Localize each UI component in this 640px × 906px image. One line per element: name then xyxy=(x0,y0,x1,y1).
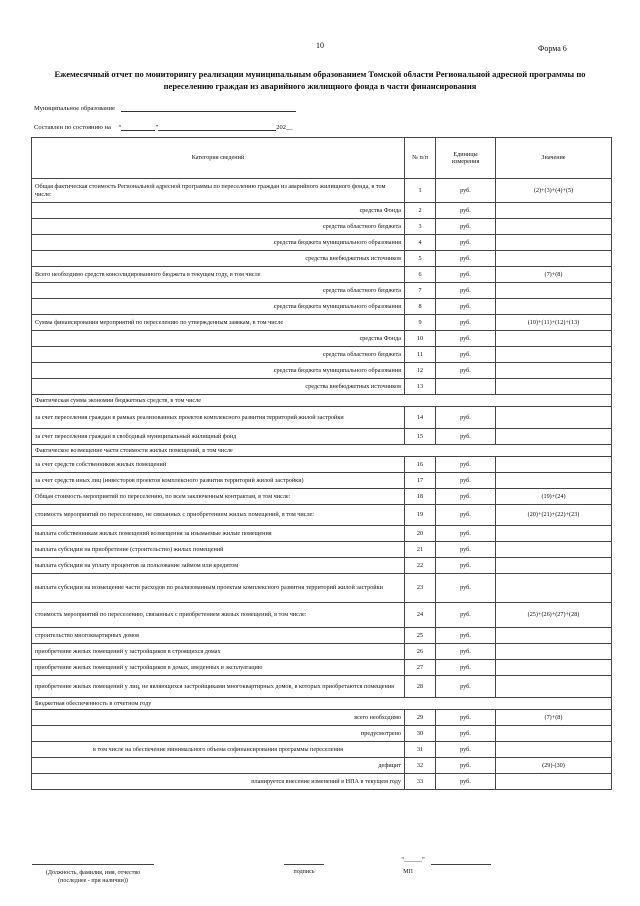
row-number-cell: 21 xyxy=(405,542,436,558)
value-cell[interactable] xyxy=(496,457,612,473)
date-open-quote: “ xyxy=(118,124,122,131)
row-number-cell: 24 xyxy=(405,603,436,628)
category-cell: Всего необходимо средств консолидированного бюджета в текущем году, в том числе xyxy=(32,267,405,283)
section-title: Фактическая сумма экономии бюджетных средств, в том числе xyxy=(32,395,612,407)
unit-cell: руб. xyxy=(436,505,496,526)
category-cell: Сумма финансирования мероприятий по переселению по утвержденным заявкам, в том числе xyxy=(32,315,405,331)
value-cell[interactable] xyxy=(496,574,612,603)
value-cell[interactable] xyxy=(496,660,612,676)
value-cell[interactable] xyxy=(496,219,612,235)
unit-cell: руб. xyxy=(436,473,496,489)
category-cell: Общая стоимость мероприятий по переселению, по всем заключенным контрактам, в том числе: xyxy=(32,489,405,505)
row-number-cell: 7 xyxy=(405,283,436,299)
stamp-caption: МП xyxy=(403,869,413,875)
value-cell[interactable] xyxy=(496,473,612,489)
unit-cell: руб. xyxy=(436,526,496,542)
value-cell[interactable]: (7)+(8) xyxy=(496,710,612,726)
unit-cell: руб. xyxy=(436,574,496,603)
date-year: 202__ xyxy=(276,124,293,131)
position-signature-line[interactable] xyxy=(32,864,154,865)
category-cell: приобретение жилых помещений у застройщиков в домах, введенных в эксплуатацию xyxy=(32,660,405,676)
unit-cell: руб. xyxy=(436,644,496,660)
row-number-cell: 1 xyxy=(405,179,436,203)
table-row xyxy=(32,710,612,726)
unit-cell: руб. xyxy=(436,660,496,676)
row-number-cell: 9 xyxy=(405,315,436,331)
category-cell: Общая фактическая стоимость Региональной адресной программы по переселению граждан из аварийного жилищного фонда, в том числе: xyxy=(32,179,405,203)
category-cell: выплата субсидии на возмещение части расходов по реализованным проектам комплексного развития территорий жилой застройки xyxy=(32,574,405,603)
value-cell[interactable]: (2)+(3)+(4)+(5) xyxy=(496,179,612,203)
value-cell[interactable] xyxy=(496,347,612,363)
unit-cell: руб. xyxy=(436,758,496,774)
category-cell: средства внебюджетных источников xyxy=(32,251,405,267)
table-body xyxy=(32,179,612,790)
table-row xyxy=(32,489,612,505)
row-number-cell: 28 xyxy=(405,676,436,698)
value-cell[interactable] xyxy=(496,676,612,698)
value-cell[interactable] xyxy=(496,299,612,315)
row-number-cell: 12 xyxy=(405,363,436,379)
date-month-field[interactable] xyxy=(158,123,276,131)
header-num: № п/п xyxy=(405,138,436,179)
page-number: 10 xyxy=(316,41,324,50)
table-row xyxy=(32,203,612,219)
row-number-cell: 3 xyxy=(405,219,436,235)
table-row xyxy=(32,758,612,774)
table-row xyxy=(32,429,612,445)
row-number-cell: 31 xyxy=(405,742,436,758)
date-quotes: “______” xyxy=(401,857,425,863)
category-cell: в том числе на обеспечение минимального объема софинансирования программы переселения xyxy=(32,742,405,758)
value-cell[interactable] xyxy=(496,542,612,558)
table-row xyxy=(32,558,612,574)
value-cell[interactable] xyxy=(496,558,612,574)
unit-cell: руб. xyxy=(436,603,496,628)
row-number-cell: 18 xyxy=(405,489,436,505)
value-cell[interactable]: (29)-(30) xyxy=(496,758,612,774)
value-cell[interactable] xyxy=(496,363,612,379)
value-cell[interactable]: (19)+(24) xyxy=(496,489,612,505)
unit-cell: руб. xyxy=(436,489,496,505)
row-number-cell: 2 xyxy=(405,203,436,219)
row-number-cell: 8 xyxy=(405,299,436,315)
value-cell[interactable] xyxy=(496,235,612,251)
table-row xyxy=(32,676,612,698)
table-row xyxy=(32,219,612,235)
table-header-row xyxy=(32,138,612,179)
row-number-cell: 25 xyxy=(405,628,436,644)
position-caption: (Должность, фамилия, имя, отчество (последнее - при наличии)) xyxy=(45,870,141,884)
row-number-cell: 27 xyxy=(405,660,436,676)
row-number-cell: 4 xyxy=(405,235,436,251)
table-row xyxy=(32,603,612,628)
unit-cell: руб. xyxy=(436,774,496,790)
table-row xyxy=(32,315,612,331)
unit-cell: руб. xyxy=(436,315,496,331)
value-cell[interactable] xyxy=(496,429,612,445)
unit-cell: руб. xyxy=(436,742,496,758)
value-cell[interactable]: (7)+(8) xyxy=(496,267,612,283)
date-line xyxy=(34,123,293,131)
category-cell: средства Фонда xyxy=(32,331,405,347)
unit-cell: руб. xyxy=(436,429,496,445)
table-row xyxy=(32,505,612,526)
table-row xyxy=(32,179,612,203)
table-row xyxy=(32,574,612,603)
value-cell[interactable] xyxy=(496,742,612,758)
category-cell: стоимость мероприятий по переселению, связанных с приобретением жилых помещений, в том числе: xyxy=(32,603,405,628)
value-cell[interactable] xyxy=(496,774,612,790)
category-cell: планируется внесение изменений в НПА в текущем году xyxy=(32,774,405,790)
unit-cell: руб. xyxy=(436,363,496,379)
signature-line[interactable] xyxy=(284,864,324,865)
table-row xyxy=(32,473,612,489)
table-row xyxy=(32,542,612,558)
table-row xyxy=(32,331,612,347)
category-cell: средства Фонда xyxy=(32,203,405,219)
table-row xyxy=(32,251,612,267)
category-cell: средства бюджета муниципального образования xyxy=(32,299,405,315)
category-cell: средства внебюджетных источников xyxy=(32,379,405,395)
category-cell: за счет переселения граждан в свободный муниципальный жилищный фонд xyxy=(32,429,405,445)
row-number-cell: 11 xyxy=(405,347,436,363)
table-row xyxy=(32,726,612,742)
unit-cell: руб. xyxy=(436,347,496,363)
table-row xyxy=(32,363,612,379)
category-cell: средства областного бюджета xyxy=(32,219,405,235)
section-row xyxy=(32,698,612,710)
row-number-cell: 16 xyxy=(405,457,436,473)
table-row xyxy=(32,347,612,363)
row-number-cell: 15 xyxy=(405,429,436,445)
value-cell[interactable] xyxy=(496,331,612,347)
form-label: Форма 6 xyxy=(538,44,567,53)
value-cell[interactable]: (25)+(26)+(27)+(28) xyxy=(496,603,612,628)
table-row xyxy=(32,457,612,473)
row-number-cell: 14 xyxy=(405,407,436,429)
category-cell: дефицит xyxy=(32,758,405,774)
value-cell[interactable]: (20)+(21)+(22)+(23) xyxy=(496,505,612,526)
category-cell: предусмотрено xyxy=(32,726,405,742)
category-cell: средства областного бюджета xyxy=(32,347,405,363)
row-number-cell: 23 xyxy=(405,574,436,603)
signature-caption: подпись xyxy=(293,869,315,875)
row-number-cell: 17 xyxy=(405,473,436,489)
table-row xyxy=(32,526,612,542)
value-cell[interactable] xyxy=(496,726,612,742)
table-row xyxy=(32,379,612,395)
unit-cell: руб. xyxy=(436,283,496,299)
row-number-cell: 33 xyxy=(405,774,436,790)
header-category: Категория сведений xyxy=(32,138,405,179)
row-number-cell: 19 xyxy=(405,505,436,526)
row-number-cell: 13 xyxy=(405,379,436,395)
category-cell: выплата субсидии на уплату процентов за пользование займом или кредитом xyxy=(32,558,405,574)
unit-cell: руб. xyxy=(436,179,496,203)
category-cell: средства бюджета муниципального образования xyxy=(32,235,405,251)
value-cell[interactable] xyxy=(496,283,612,299)
value-cell[interactable] xyxy=(496,644,612,660)
unit-cell: руб. xyxy=(436,299,496,315)
table-row xyxy=(32,407,612,429)
category-cell: строительство многоквартирных домов xyxy=(32,628,405,644)
category-cell: за счет средств иных лиц (инвесторов проектов комплексного развития территорий жилой застройки) xyxy=(32,473,405,489)
value-cell[interactable] xyxy=(496,628,612,644)
row-number-cell: 10 xyxy=(405,331,436,347)
unit-cell: руб. xyxy=(436,558,496,574)
unit-cell: руб. xyxy=(436,219,496,235)
section-row xyxy=(32,395,612,407)
table-row xyxy=(32,283,612,299)
table-row xyxy=(32,235,612,251)
unit-cell: руб. xyxy=(436,542,496,558)
value-cell[interactable] xyxy=(496,526,612,542)
category-cell: средства бюджета муниципального образования xyxy=(32,363,405,379)
unit-cell: руб. xyxy=(436,331,496,347)
row-number-cell: 20 xyxy=(405,526,436,542)
municipality-line xyxy=(34,104,296,112)
table-row xyxy=(32,299,612,315)
category-cell: приобретение жилых помещений у застройщиков в строящихся домах xyxy=(32,644,405,660)
category-cell: выплата субсидии на приобретение (строительство) жилых помещений xyxy=(32,542,405,558)
date-day-field[interactable] xyxy=(118,123,155,131)
unit-cell: руб. xyxy=(436,235,496,251)
unit-cell: руб. xyxy=(436,726,496,742)
date-line-bottom[interactable] xyxy=(431,864,491,865)
category-cell: за счет средств собственников жилых помещений xyxy=(32,457,405,473)
row-number-cell: 22 xyxy=(405,558,436,574)
category-cell: за счет переселения граждан в рамках реализованных проектов комплексного развития территорий жилой застройки xyxy=(32,407,405,429)
unit-cell: руб. xyxy=(436,251,496,267)
unit-cell: руб. xyxy=(436,457,496,473)
section-title: Фактическое возмещение части стоимости жилых помещений, в том числе xyxy=(32,445,612,457)
category-cell: выплата собственникам жилых помещений возмещения за изымаемые жилые помещения xyxy=(32,526,405,542)
date-prefix: Составлен по состоянию на xyxy=(34,124,111,131)
row-number-cell: 26 xyxy=(405,644,436,660)
unit-cell: руб. xyxy=(436,710,496,726)
row-number-cell: 29 xyxy=(405,710,436,726)
row-number-cell: 32 xyxy=(405,758,436,774)
value-cell[interactable] xyxy=(496,379,612,395)
value-cell[interactable]: (10)+(11)+(12)+(13) xyxy=(496,315,612,331)
unit-cell xyxy=(436,379,496,395)
table-row xyxy=(32,644,612,660)
value-cell[interactable] xyxy=(496,407,612,429)
category-cell: всего необходимо xyxy=(32,710,405,726)
value-cell[interactable] xyxy=(496,203,612,219)
category-cell: стоимость мероприятий по переселению, не связанных с приобретением жилых помещений, в том числе: xyxy=(32,505,405,526)
date-close-quote: ” xyxy=(155,124,159,131)
unit-cell: руб. xyxy=(436,628,496,644)
municipality-label: Муниципальное образование xyxy=(34,105,115,112)
row-number-cell: 6 xyxy=(405,267,436,283)
table-row xyxy=(32,267,612,283)
header-unit: Единицы измерения xyxy=(436,138,496,179)
value-cell[interactable] xyxy=(496,251,612,267)
header-value: Значение xyxy=(496,138,612,179)
row-number-cell: 30 xyxy=(405,726,436,742)
category-cell: средства областного бюджета xyxy=(32,283,405,299)
table-row xyxy=(32,742,612,758)
unit-cell: руб. xyxy=(436,203,496,219)
row-number-cell: 5 xyxy=(405,251,436,267)
report-title: Ежемесячный отчет по мониторингу реализации муниципальным образованием Томской области Региональной адресной программы по переселению граждан из аварийного жилищного фонда в части финансирования xyxy=(54,69,586,91)
table-row xyxy=(32,660,612,676)
section-row xyxy=(32,445,612,457)
report-table xyxy=(31,137,612,790)
category-cell: приобретение жилых помещений у лиц, не являющихся застройщиками многоквартирных домов, в которых приобретаются помещения xyxy=(32,676,405,698)
municipality-field[interactable] xyxy=(121,104,296,112)
unit-cell: руб. xyxy=(436,407,496,429)
unit-cell: руб. xyxy=(436,676,496,698)
table-row xyxy=(32,774,612,790)
section-title: Бюджетная обеспеченность в отчетном году xyxy=(32,698,612,710)
unit-cell: руб. xyxy=(436,267,496,283)
table-row xyxy=(32,628,612,644)
